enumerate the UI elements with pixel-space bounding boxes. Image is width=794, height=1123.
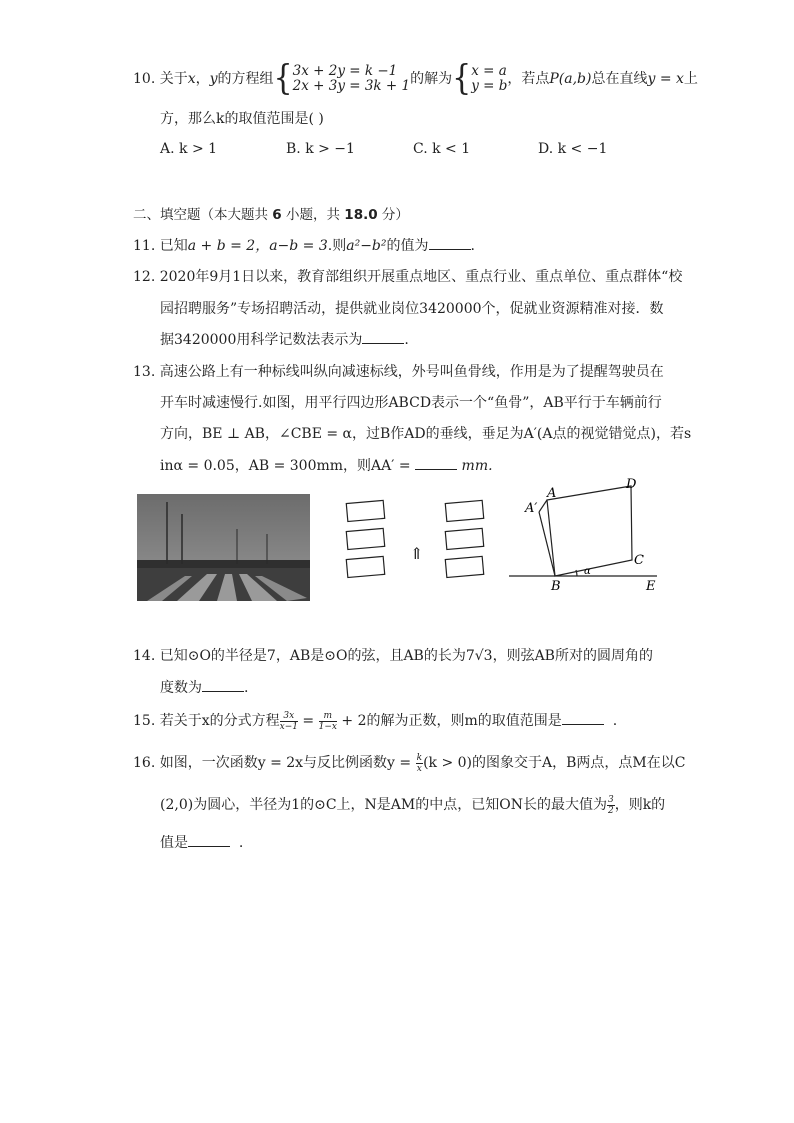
option-a[interactable]: A. k > 1 bbox=[160, 141, 218, 157]
parallelogram-abcd bbox=[547, 486, 632, 576]
mark-rect bbox=[346, 556, 384, 577]
mark-rect bbox=[445, 500, 483, 521]
question-12-line2: 园招聘服务”专场招聘活动，提供就业岗位3420000个，促就业资源精准对接．数 bbox=[160, 301, 664, 317]
parallelogram-figure bbox=[505, 474, 665, 594]
answer-blank[interactable] bbox=[188, 834, 230, 847]
section-header: 二、填空题（本大题共 6 小题，共 18.0 分） bbox=[133, 207, 409, 223]
label-e: E bbox=[646, 579, 656, 594]
question-number: 16. bbox=[133, 755, 156, 771]
fraction: $\frac{3}{2}$ bbox=[607, 794, 614, 816]
question-16: 16. 如图，一次函数y = 2x与反比例函数y = $\frac{k}{x}$ (k > 0)的图象交于A，B两点，点M在以C bbox=[133, 752, 686, 774]
question-12-line3: 据3420000用科学记数法表示为 . bbox=[160, 332, 409, 348]
mark-rect bbox=[346, 500, 384, 521]
answer-blank[interactable] bbox=[362, 331, 404, 344]
solution-system: x = a y = b bbox=[471, 63, 508, 94]
double-up-arrow-icon: ⇑ bbox=[410, 544, 424, 563]
answer-blank[interactable] bbox=[202, 679, 244, 692]
question-14: 14. 已知⊙O的半径是7，AB是⊙O的弦，且AB的长为7√3，则弦AB所对的圆周角的 bbox=[133, 648, 653, 664]
fraction: $\frac{m}{1-x}$ bbox=[318, 710, 337, 732]
fraction: $\frac{k}{x}$ bbox=[416, 752, 423, 774]
option-c[interactable]: C. k < 1 bbox=[413, 141, 471, 157]
question-16-line3: 值是 . bbox=[160, 835, 244, 851]
question-13: 13. 高速公路上有一种标线叫纵向减速标线，外号叫鱼骨线，作用是为了提醒驾驶员在 bbox=[133, 364, 664, 380]
question-number: 15. bbox=[133, 713, 156, 729]
label-alpha: α bbox=[584, 566, 591, 577]
question-16-line2: (2,0)为圆心，半径为1的⊙C上，N是AM的中点，已知ON长的最大值为 $\frac{3}{2}$ ，则k的 bbox=[160, 794, 666, 816]
question-14-line2: 度数为 . bbox=[160, 680, 249, 696]
line-ba-prime bbox=[539, 512, 555, 576]
mark-rect bbox=[445, 528, 483, 549]
question-13-line4: inα = 0.05，AB = 300mm，则AA′ = mm. bbox=[160, 458, 493, 474]
mark-rect bbox=[445, 556, 483, 577]
question-10-line2: 方，那么k的取值范围是( ) bbox=[160, 111, 324, 127]
fraction: $\frac{3x}{x-1}$ bbox=[279, 710, 298, 732]
question-number: 10. bbox=[133, 71, 156, 87]
angle-alpha-arc bbox=[576, 570, 577, 576]
question-11: 11. 已知a + b = 2，a−b = 3.则a²−b²的值为 . bbox=[133, 238, 475, 254]
answer-blank[interactable] bbox=[429, 237, 471, 250]
answer-blank[interactable] bbox=[415, 457, 457, 470]
answer-blank[interactable] bbox=[562, 712, 604, 725]
label-a: A bbox=[547, 486, 557, 501]
question-10: 10. 关于x，y的方程组{3x + 2y = k −1 2x + 3y = 3k + 1的解为{x = a y = b，若点P(a,b)总在直线y = x上 bbox=[133, 58, 698, 99]
question-number: 12. bbox=[133, 269, 156, 285]
mark-rect bbox=[346, 528, 384, 549]
fishbone-marks-figure bbox=[340, 494, 500, 584]
label-c: C bbox=[634, 553, 644, 568]
label-b: B bbox=[551, 579, 561, 594]
question-12: 12. 2020年9月1日以来，教育部组织开展重点地区、重点行业、重点单位、重点群体“校 bbox=[133, 269, 683, 285]
question-13-line2: 开车时减速慢行.如图，用平行四边形ABCD表示一个“鱼骨”，AB平行于车辆前行 bbox=[160, 395, 662, 411]
question-13-line3: 方向，BE ⊥ AB，∠CBE = α，过B作AD的垂线，垂足为A′(A点的视觉错觉点)，若s bbox=[160, 426, 692, 442]
line-aa-prime bbox=[539, 500, 547, 512]
left-brace-icon: { bbox=[452, 58, 472, 99]
question-number: 11. bbox=[133, 238, 156, 254]
option-b[interactable]: B. k > −1 bbox=[286, 141, 355, 157]
question-number: 13. bbox=[133, 364, 156, 380]
left-brace-icon: { bbox=[273, 58, 293, 99]
label-d: D bbox=[626, 477, 637, 492]
question-15: 15. 若关于x的分式方程 $\frac{3x}{x-1}$ = $\frac{m}{1-x}$ + 2的解为正数，则m的取值范围是 . bbox=[133, 710, 618, 732]
label-a-prime: A′ bbox=[525, 501, 538, 516]
question-number: 14. bbox=[133, 648, 156, 664]
road-photo-image bbox=[137, 494, 310, 601]
equation-system: 3x + 2y = k −1 2x + 3y = 3k + 1 bbox=[292, 63, 411, 94]
option-d[interactable]: D. k < −1 bbox=[538, 141, 608, 157]
road-photo bbox=[137, 494, 310, 601]
